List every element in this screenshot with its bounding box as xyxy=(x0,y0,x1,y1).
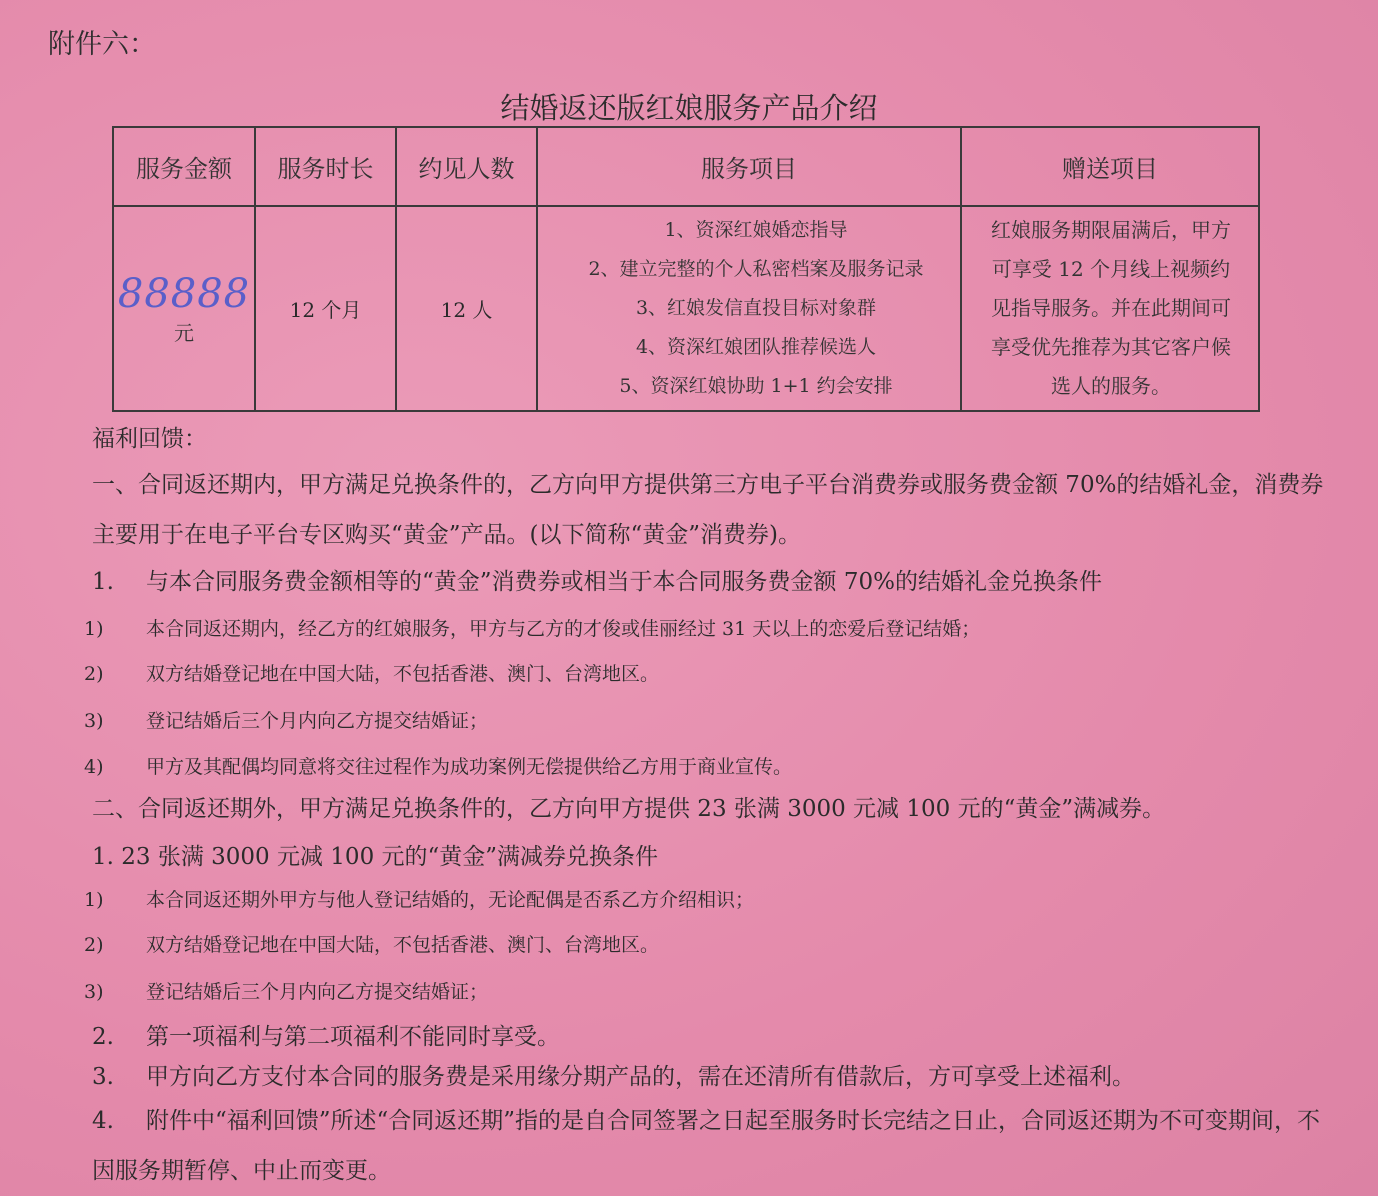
gift-line: 可享受 12 个月线上视频约 xyxy=(991,257,1231,281)
sub-number: 1) xyxy=(84,618,104,640)
welfare-item-1-1 xyxy=(92,563,1332,596)
attachment-label: 附件六： xyxy=(48,29,156,60)
header-duration: 服务时长 xyxy=(255,127,396,206)
sub-number: 4) xyxy=(84,756,104,778)
list-item xyxy=(84,885,1324,912)
sub-number: 2) xyxy=(84,934,104,956)
item-number: 1. xyxy=(92,569,114,595)
item-number: 3. xyxy=(92,1064,114,1090)
sub-text: 本合同返还期外甲方与他人登记结婚的，无论配偶是否系乙方介绍相识； xyxy=(146,889,755,911)
welfare-item-4 xyxy=(92,1096,1332,1196)
services-cell xyxy=(537,206,961,411)
amount-cell xyxy=(113,206,255,411)
list-item xyxy=(84,706,1324,733)
amount-unit: 元 xyxy=(174,321,194,345)
welfare-paragraph-1: 一、合同返还期内，甲方满足兑换条件的，乙方向甲方提供第三方电子平台消费券或服务费金额 70%的结婚礼金，消费券主要用于在电子平台专区购买“黄金”产品。(以下简称“黄金”消费券)。 xyxy=(92,472,1324,548)
service-item: 5、资深红娘协助 1+1 约会安排 xyxy=(619,375,893,397)
gift-cell xyxy=(961,206,1259,411)
sub-text: 登记结婚后三个月内向乙方提交结婚证； xyxy=(146,981,489,1003)
document-title: 结婚返还版红娘服务产品介绍 xyxy=(500,91,878,125)
gift-line: 见指导服务。并在此期间可 xyxy=(991,296,1231,320)
item-text: 与本合同服务费金额相等的“黄金”消费券或相当于本合同服务费金额 70%的结婚礼金兑换条件 xyxy=(146,569,1102,595)
service-item: 1、资深红娘婚恋指导 xyxy=(664,219,848,241)
item-number: 4. xyxy=(92,1108,114,1134)
sub-text: 双方结婚登记地在中国大陆，不包括香港、澳门、台湾地区。 xyxy=(146,934,660,956)
header-gift: 赠送项目 xyxy=(961,127,1259,206)
list-item xyxy=(84,659,1324,686)
welfare-paragraph-2: 二、合同返还期外，甲方满足兑换条件的，乙方向甲方提供 23 张满 3000 元减 100 元的“黄金”满减券。 xyxy=(92,796,1166,822)
gift-line: 享受优先推荐为其它客户候 xyxy=(991,335,1231,359)
table-header-row xyxy=(113,127,1259,206)
list-item xyxy=(84,614,1324,641)
welfare-heading: 福利回馈： xyxy=(92,426,207,452)
item-text: 附件中“福利回馈”所述“合同返还期”指的是自合同签署之日起至服务时长完结之日止，合同返还期为不可变期间，不因服务期暂停、中止而变更。 xyxy=(92,1108,1321,1184)
list-item xyxy=(84,930,1324,957)
welfare-item-2-1: 1. 23 张满 3000 元减 100 元的“黄金”满减券兑换条件 xyxy=(92,844,659,870)
item-number: 2. xyxy=(92,1024,114,1050)
sub-number: 3) xyxy=(84,710,104,732)
sub-text: 本合同返还期内，经乙方的红娘服务，甲方与乙方的才俊或佳丽经过 31 天以上的恋爱后登记结婚； xyxy=(146,618,981,640)
list-item xyxy=(84,977,1324,1004)
welfare-item-3 xyxy=(92,1058,1332,1091)
header-people: 约见人数 xyxy=(396,127,537,206)
service-item: 2、建立完整的个人私密档案及服务记录 xyxy=(588,258,924,280)
sub-text: 双方结婚登记地在中国大陆，不包括香港、澳门、台湾地区。 xyxy=(146,663,660,685)
table-row xyxy=(113,206,1259,411)
gift-line: 选人的服务。 xyxy=(1051,374,1171,398)
gift-line: 红娘服务期限届满后，甲方 xyxy=(991,218,1231,242)
item-text: 甲方向乙方支付本合同的服务费是采用缘分期产品的，需在还清所有借款后，方可享受上述福利。 xyxy=(146,1064,1135,1090)
sub-number: 3) xyxy=(84,981,104,1003)
sub-text: 登记结婚后三个月内向乙方提交结婚证； xyxy=(146,710,489,732)
duration-cell: 12 个月 xyxy=(255,206,396,411)
welfare-item-2 xyxy=(92,1018,1332,1051)
sub-text: 甲方及其配偶均同意将交往过程作为成功案例无偿提供给乙方用于商业宣传。 xyxy=(146,756,793,778)
handwritten-amount: 88888 xyxy=(117,271,251,317)
header-services: 服务项目 xyxy=(537,127,961,206)
service-item: 3、红娘发信直投目标对象群 xyxy=(635,297,877,319)
item-text: 第一项福利与第二项福利不能同时享受。 xyxy=(146,1024,560,1050)
service-item: 4、资深红娘团队推荐候选人 xyxy=(635,336,877,358)
list-item xyxy=(84,752,1324,779)
people-cell: 12 人 xyxy=(396,206,537,411)
header-amount: 服务金额 xyxy=(113,127,255,206)
sub-number: 1) xyxy=(84,889,104,911)
product-table xyxy=(112,126,1260,412)
sub-number: 2) xyxy=(84,663,104,685)
